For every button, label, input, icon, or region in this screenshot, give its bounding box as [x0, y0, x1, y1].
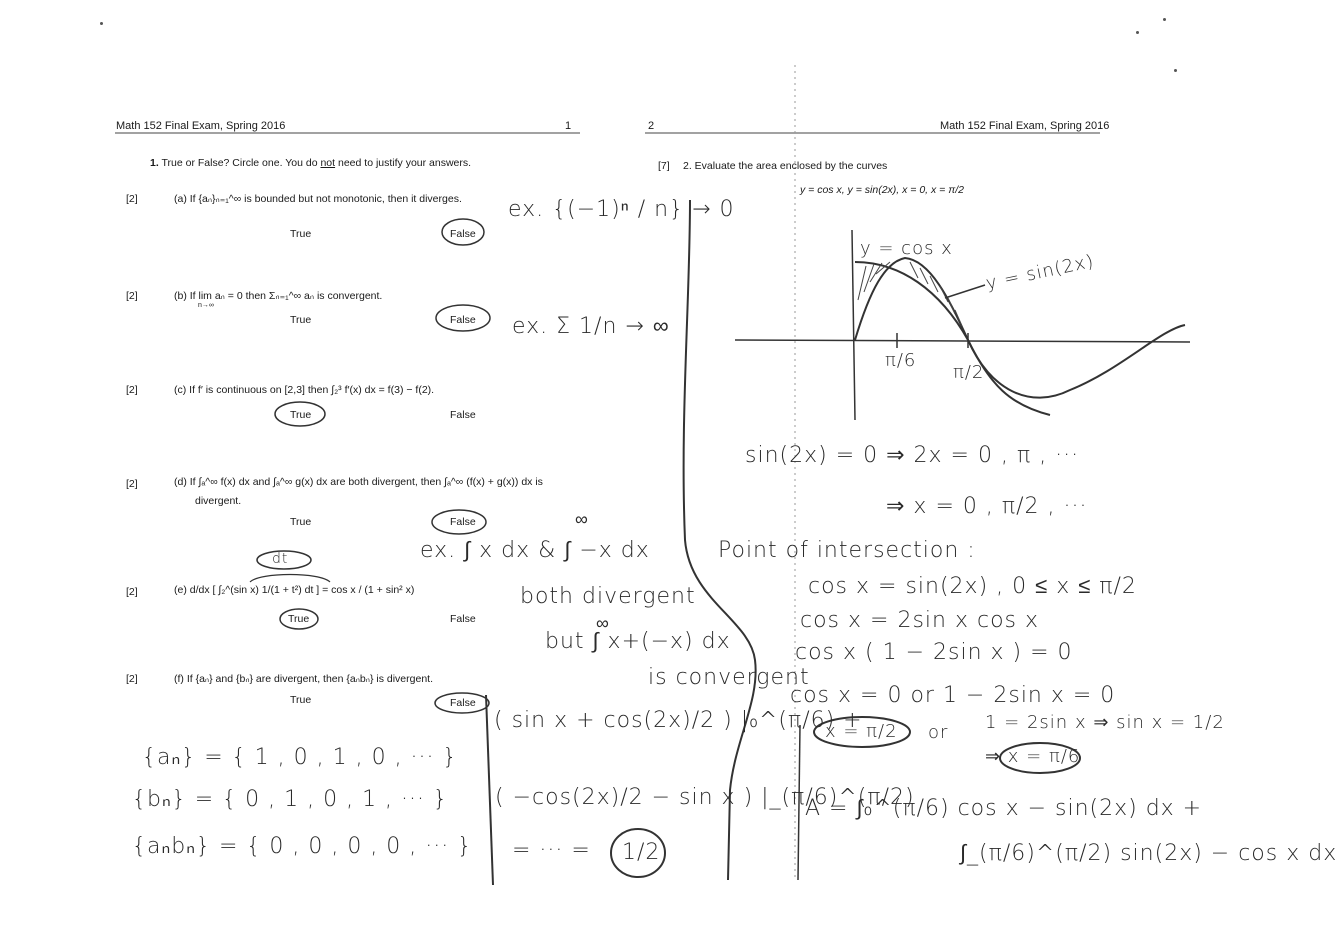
question-2-title: 2. Evaluate the area enclosed by the curves [683, 160, 888, 172]
question-2-curves: y = cos x, y = sin(2x), x = 0, x = π/2 [800, 184, 965, 196]
hand-line-4: cos x = sin(2x) , 0 ≤ x ≤ π/2 [808, 574, 1137, 599]
part-e-statement: (e) d/dx [ ∫₂^(sin x) 1/(1 + t²) dt ] = cos x / (1 + sin² x) [174, 584, 415, 596]
part-a-statement: (a) If {aₙ}ₙ₌₁^∞ is bounded but not monotonic, then it diverges. [174, 193, 462, 205]
question-number: 1. [150, 157, 159, 169]
label-cos: y = cos x [860, 238, 953, 259]
part-d-true: True [290, 516, 312, 528]
part-b-limit-sub: n→∞ [198, 302, 214, 309]
hand-sequence-b: {bₙ} = { 0 , 1 , 0 , 1 , ··· } [132, 787, 449, 812]
question-2-points: [7] [658, 160, 670, 172]
part-b-false: False [450, 314, 476, 326]
hand-integral-part1: ( sin x + cos(2x)/2 ) |₀^(π/6) + [494, 708, 863, 733]
part-d-false: False [450, 516, 476, 528]
hand-example-d: ex. ∫ x dx & ∫ −x dx [420, 538, 650, 563]
left-page-header: Math 152 Final Exam, Spring 2016 [116, 120, 286, 132]
hand-example-a: ex. {(−1)ⁿ / n} → 0 [508, 197, 735, 222]
hand-example-b: ex. Σ 1/n → ∞ [512, 314, 670, 339]
hand-line-7: cos x = 0 or 1 − 2sin x = 0 [790, 683, 1116, 708]
part-a-false: False [450, 228, 476, 240]
hand-line-2: ⇒ x = 0 , π/2 , ··· [886, 494, 1088, 519]
hand-line-1: sin(2x) = 0 ⇒ 2x = 0 , π , ··· [745, 443, 1080, 468]
right-page-header: Math 152 Final Exam, Spring 2016 [940, 120, 1110, 132]
part-b-statement: (b) If lim aₙ = 0 then Σₙ₌₁^∞ aₙ is convergent. [174, 290, 383, 302]
hand-area-line-2: ∫_(π/6)^(π/2) sin(2x) − cos x dx [960, 841, 1337, 866]
part-b-true: True [290, 314, 312, 326]
hand-line-5: cos x = 2sin x cos x [800, 608, 1040, 633]
part-d-statement-cont: divergent. [195, 495, 242, 507]
hand-sequence-a: {aₙ} = { 1 , 0 , 1 , 0 , ··· } [142, 745, 458, 770]
part-e-false: False [450, 613, 476, 625]
hand-but-integral: but ∫ x+(−x) dx [545, 629, 731, 654]
hand-infinity-1: ∞ [575, 509, 589, 530]
hand-is-convergent: is convergent [648, 665, 810, 690]
left-page-number: 1 [565, 120, 572, 132]
hand-line-8c: 1 = 2sin x ⇒ sin x = 1/2 [985, 712, 1225, 733]
part-b-points: [2] [126, 290, 138, 302]
part-e-true: True [288, 613, 310, 625]
part-c-points: [2] [126, 384, 138, 396]
hand-line-3: Point of intersection : [718, 538, 976, 563]
part-c-true: True [290, 409, 312, 421]
hand-area-line-1: A = ∫₀^(π/6) cos x − sin(2x) dx + [805, 796, 1203, 821]
hand-integral-part2: ( −cos(2x)/2 − sin x ) |_(π/6)^(π/2) [495, 785, 915, 810]
part-f-true: True [290, 694, 312, 706]
part-c-statement: (c) If f′ is continuous on [2,3] then ∫₂³ f′(x) dx = f(3) − f(2). [174, 384, 435, 396]
hand-dt: dt [272, 551, 289, 567]
label-sin2x: y = sin(2x) [984, 250, 1097, 295]
hand-line-8b: or [928, 722, 949, 743]
hand-line-9: ⇒ x = π/6 [985, 746, 1081, 767]
label-pi-over-2: π/2 [953, 362, 985, 383]
part-a-true: True [290, 228, 312, 240]
question-emphasis: not [320, 157, 336, 169]
label-pi-over-6: π/6 [885, 350, 917, 371]
hand-sequence-ab: {aₙbₙ} = { 0 , 0 , 0 , 0 , ··· } [132, 834, 473, 859]
part-f-statement: (f) If {aₙ} and {bₙ} are divergent, then {aₙbₙ} is divergent. [174, 673, 433, 685]
part-a-points: [2] [126, 193, 138, 205]
part-c-false: False [450, 409, 476, 421]
hand-equals: = ··· = [512, 838, 591, 863]
part-f-points: [2] [126, 673, 138, 685]
question-text: True or False? Circle one. You do [161, 157, 318, 169]
right-page-number: 2 [648, 120, 655, 132]
hand-line-6: cos x ( 1 − 2sin x ) = 0 [795, 640, 1073, 665]
question-1-title [150, 157, 471, 169]
hand-both-divergent: both divergent [520, 584, 696, 609]
question-text-end: need to justify your answers. [338, 157, 472, 169]
part-d-statement: (d) If ∫ₐ^∞ f(x) dx and ∫ₐ^∞ g(x) dx are both divergent, then ∫ₐ^∞ (f(x) + g(x)) dx is [174, 476, 543, 488]
part-d-points: [2] [126, 478, 138, 490]
hand-line-8a: x = π/2 [825, 721, 898, 742]
part-f-false: False [450, 697, 476, 709]
hand-infinity-2: ∞ [596, 613, 610, 634]
hand-final-answer: 1/2 [622, 840, 661, 865]
part-e-points: [2] [126, 586, 138, 598]
